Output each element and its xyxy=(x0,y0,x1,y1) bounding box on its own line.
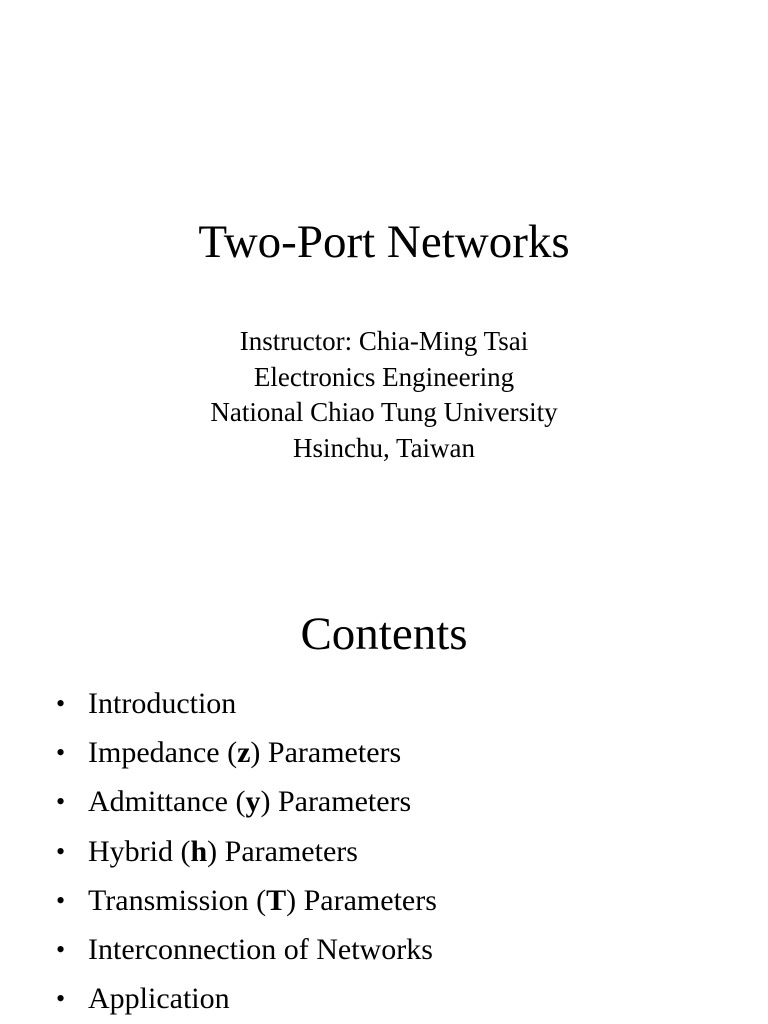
parameter-symbol: T xyxy=(266,883,287,917)
list-item-text xyxy=(88,925,433,974)
contents-list-item xyxy=(56,876,437,925)
contents-list-item xyxy=(56,777,437,826)
location-line: Hsinchu, Taiwan xyxy=(292,432,476,463)
list-item-text-start: Application xyxy=(88,982,230,1016)
contents-list-item xyxy=(56,728,437,777)
contents-list-item xyxy=(56,974,437,1023)
parameter-symbol: h xyxy=(190,834,208,868)
list-item-text xyxy=(88,777,411,826)
list-item-text-start: Transmission ( xyxy=(88,883,267,917)
contents-list-item xyxy=(56,925,437,974)
slide-subtitle xyxy=(0,324,768,466)
list-item-text xyxy=(88,827,358,876)
list-item-text-end: ) Parameters xyxy=(250,736,402,770)
slide-title: Two-Port Networks xyxy=(198,216,570,268)
list-item-text xyxy=(88,974,230,1023)
contents-slide xyxy=(0,560,768,1024)
parameter-symbol: z xyxy=(237,736,251,770)
list-item-text-start: Admittance ( xyxy=(88,785,246,819)
contents-list-item xyxy=(56,679,437,728)
list-item-text-start: Hybrid ( xyxy=(88,834,191,868)
contents-list xyxy=(56,679,437,1023)
list-item-text-end: ) Parameters xyxy=(286,883,437,917)
bullet-icon: • xyxy=(56,689,66,718)
list-item-text-start: Interconnection of Networks xyxy=(88,932,433,966)
bullet-icon: • xyxy=(56,934,66,964)
bullet-icon: • xyxy=(56,984,66,1014)
department-line: Electronics Engineering xyxy=(253,361,515,392)
list-item-text xyxy=(88,876,437,925)
list-item-text xyxy=(88,728,401,777)
list-item-text-start: Impedance ( xyxy=(88,736,238,770)
contents-title: Contents xyxy=(300,608,468,660)
list-item-text xyxy=(88,679,236,728)
bullet-icon: • xyxy=(56,787,66,817)
parameter-symbol: y xyxy=(245,785,261,819)
bullet-icon: • xyxy=(56,836,66,866)
bullet-icon: • xyxy=(56,738,66,768)
list-item-text-start: Introduction xyxy=(88,687,237,720)
list-item-text-end: ) Parameters xyxy=(207,834,358,868)
list-item-text-end: ) Parameters xyxy=(260,785,412,819)
university-line: National Chiao Tung University xyxy=(210,397,558,427)
bullet-icon: • xyxy=(56,885,66,915)
contents-list-item xyxy=(56,827,437,876)
instructor-line: Instructor: Chia-Ming Tsai xyxy=(239,326,529,356)
